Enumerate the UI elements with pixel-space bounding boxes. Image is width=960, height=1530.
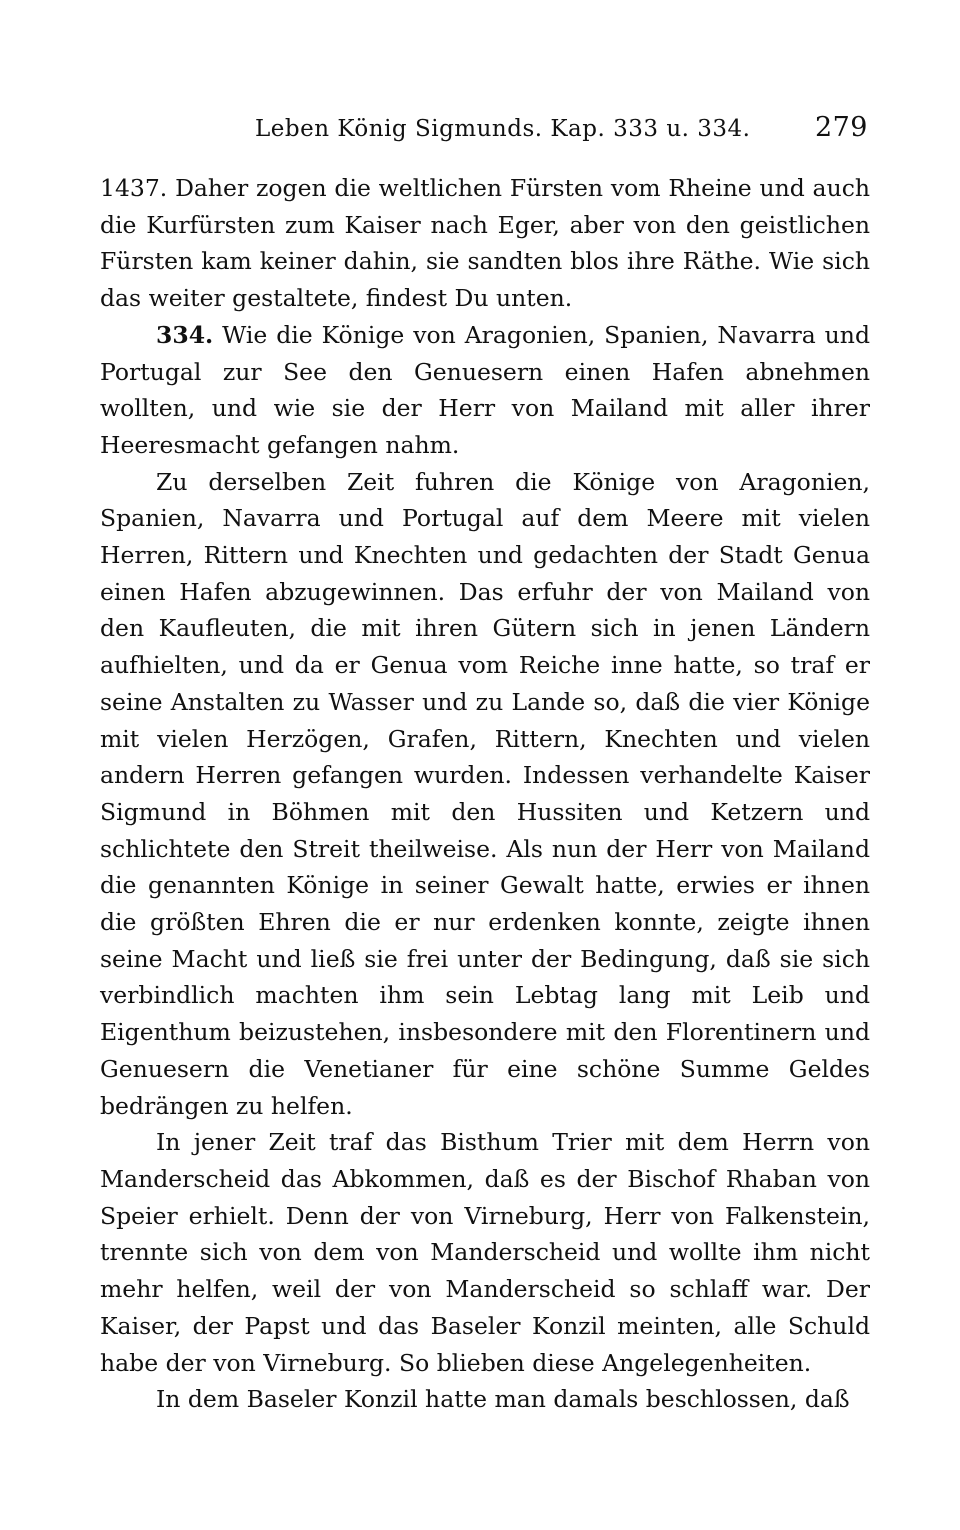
section-heading-text: Wie die Könige von Aragonien, Spanien, Navarra und Portugal zur See den Genuesern einen Hafen abnehmen wollten, und wie sie der Herr von Mailand mit aller ihrer Heeresmacht gefangen nahm. <box>100 320 870 459</box>
paragraph: In jener Zeit traf das Bisthum Trier mit dem Herrn von Manderscheid das Abkommen, daß es der Bischof Rhaban von Speier erhielt. Denn der von Virneburg, Herr von Falkenstein, trennte sich von dem von Manderscheid und wollte ihm nicht mehr helfen, weil der von Manderscheid so schlaff war. Der Kaiser, der Papst und das Baseler Konzil meinten, alle Schuld habe der von Virneburg. So blieben diese Angelegenheiten. <box>100 1128 870 1377</box>
running-title: Leben König Sigmunds. Kap. 333 u. 334. <box>255 116 751 142</box>
paragraph-continuation: 1437. Daher zogen die weltlichen Fürsten vom Rheine und auch die Kurfürsten zum Kaiser nach Eger, aber von den geistlichen Fürsten kam keiner dahin, sie sandten blos ihre Räthe. Wie sich das weiter gestaltete, findest Du unten. <box>100 174 870 313</box>
section-heading-paragraph <box>100 317 870 464</box>
book-page <box>100 112 870 1418</box>
paragraph: In dem Baseler Konzil hatte man damals beschlossen, daß <box>156 1385 850 1414</box>
body-text <box>100 170 870 1418</box>
section-number: 334. <box>156 320 214 349</box>
page-number: 279 <box>814 112 868 143</box>
running-header <box>100 112 870 152</box>
paragraph: Zu derselben Zeit fuhren die Könige von Aragonien, Spanien, Navarra und Portugal auf dem Meere mit vielen Herren, Rittern und Knechten und gedachten der Stadt Genua einen Hafen abzugewinnen. Das erfuhr der von Mailand von den Kaufleuten, die mit ihren Gütern sich in jenen Ländern aufhielten, und da er Genua vom Reiche inne hatte, so traf er seine Anstalten zu Wasser und zu Lande so, daß die vier Könige mit vielen Herzögen, Grafen, Rittern, Knechten und vielen andern Herren gefangen wurden. Indessen verhandelte Kaiser Sigmund in Böhmen mit den Hussiten und Ketzern und schlichtete den Streit theilweise. Als nun der Herr von Mailand die genannten Könige in seiner Gewalt hatte, erwies er ihnen die größten Ehren die er nur erdenken konnte, zeigte ihnen seine Macht und ließ sie frei unter der Bedingung, daß sie sich verbindlich machten ihm sein Lebtag lang mit Leib und Eigenthum beizustehen, insbesondere mit den Florentinern und Genuesern die Venetianer für eine schöne Summe Geldes bedrängen zu helfen. <box>100 467 870 1120</box>
